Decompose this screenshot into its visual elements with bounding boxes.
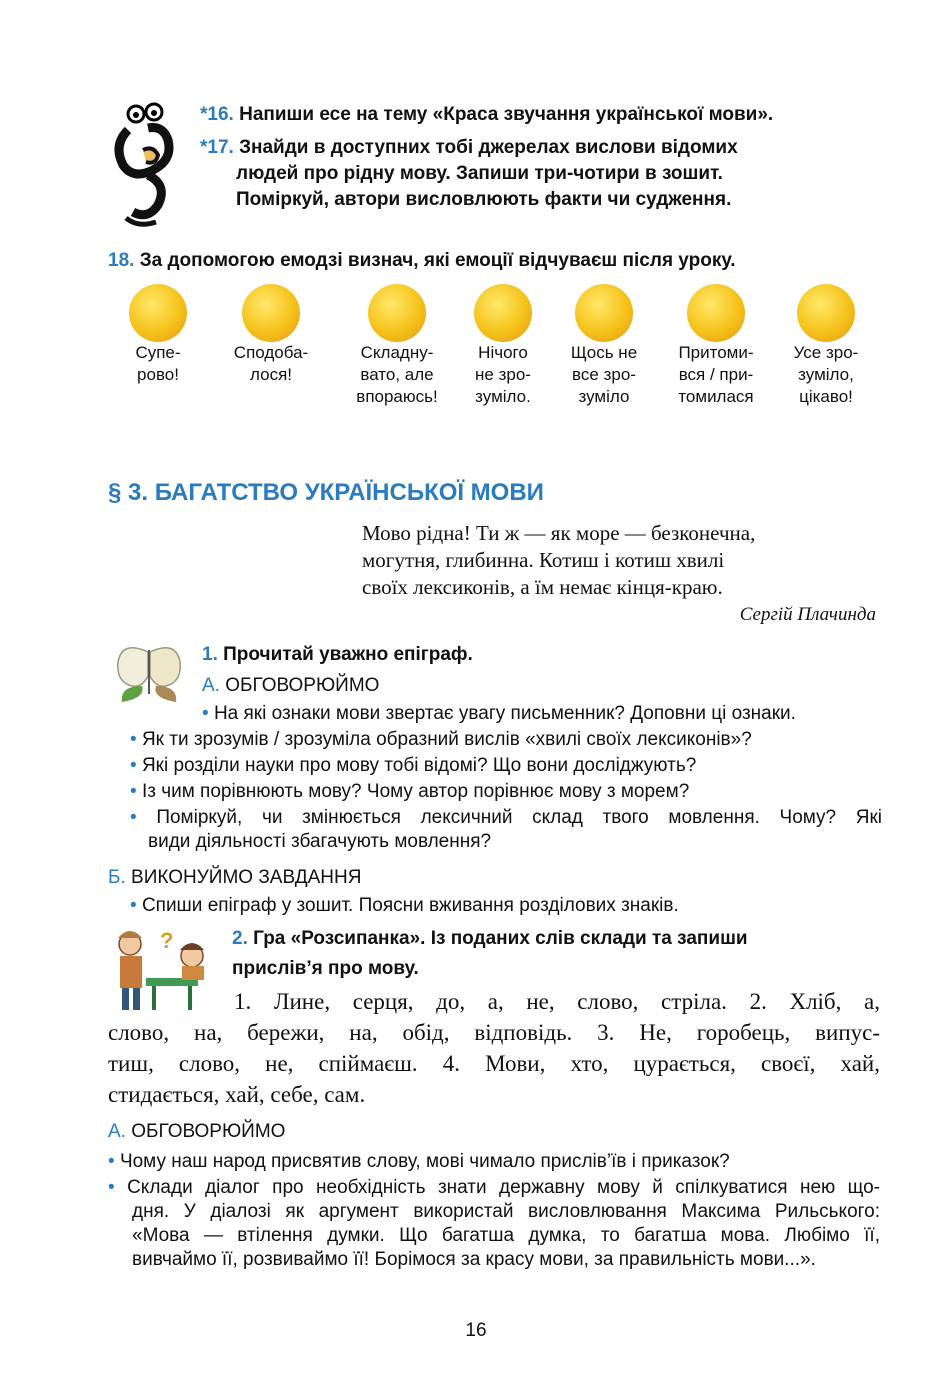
thinking-smiley-icon	[368, 284, 426, 342]
task-17-number: *17.	[200, 137, 234, 158]
emoji-label-line: Супе-	[135, 343, 181, 362]
bullet: •	[130, 807, 137, 828]
task-16	[200, 102, 773, 128]
heading-label: ВИКОНУЙМО ЗАВДАННЯ	[131, 867, 362, 888]
bullet: •	[130, 895, 137, 916]
list-item-text: «Мова — втілення думки. Що багатша думка, то багатша мова. Любімо її,	[132, 1225, 880, 1246]
bullet: •	[130, 729, 137, 750]
mascot-figure-icon	[108, 100, 188, 230]
list-item-text: Склади діалог про необхідність знати державну мову й спілкуватися нею що-	[127, 1177, 880, 1198]
exercise-1-title	[202, 642, 473, 668]
list-item	[108, 1176, 880, 1272]
emoji-label-line: вато, але	[360, 365, 434, 384]
exercise-1-task-heading	[108, 866, 361, 890]
list-item-text: Як ти зрозумів / зрозуміла образний вислів «хвилі своїх лексиконів»?	[141, 729, 752, 750]
exercise-2-title-line: прислів’я про мову.	[232, 958, 419, 979]
list-item-text: Спиши епіграф у зошит. Поясни вживання розділових знаків.	[141, 895, 679, 916]
exercise-2-words	[108, 986, 880, 1110]
list-item	[130, 728, 752, 752]
list-item-text: види діяльності збагачують мовлення?	[148, 831, 492, 852]
hugging-smiley-icon	[242, 284, 300, 342]
epigraph-line3: своїх лексиконів, а їм немає кінця-краю.	[362, 575, 723, 599]
emoji-label-line: не зро-	[475, 365, 531, 384]
heading-letter: Б.	[108, 867, 126, 888]
emoji-label-line: вся / при-	[678, 365, 754, 384]
epigraph-author: Сергій Плачинда	[739, 604, 876, 625]
task-18-text: За допомогою емодзі визнач, які емоції відчуваєш після уроку.	[139, 250, 736, 271]
exercise-2-discuss-heading	[108, 1120, 285, 1144]
emoji-label-line: лося!	[250, 365, 292, 384]
emoji-label-line: рово!	[137, 365, 179, 384]
emoji-item-5[interactable]	[556, 284, 652, 408]
confused-smiley-icon	[474, 284, 532, 342]
emoji-label-line: все зро-	[572, 365, 636, 384]
emoji-label-line: Складну-	[360, 343, 434, 362]
task-16-number: *16.	[200, 104, 234, 125]
epigraph	[362, 520, 882, 628]
emoji-label-line: зуміло.	[475, 387, 531, 406]
task-17-line1: Знайди в доступних тобі джерелах вислови відомих	[239, 137, 738, 158]
exercise-2-number: 2.	[232, 928, 248, 949]
words-line: слово, на, бережи, на, обід, відповідь. 3. Не, горобець, випус-	[108, 1020, 880, 1045]
exercise-1-discuss-heading	[202, 674, 379, 698]
section-title: § 3. БАГАТСТВО УКРАЇНСЬКОЇ МОВИ	[108, 479, 544, 506]
words-line: 1. Лине, серця, до, а, не, слово, стріла. 2. Хліб, а,	[234, 989, 880, 1014]
list-item	[130, 894, 679, 918]
list-item-text: вивчаймо її, розвиваймо її! Борімося за красу мови, за правильність мови...».	[132, 1249, 816, 1270]
exercise-1-text: Прочитай уважно епіграф.	[223, 644, 473, 665]
list-item	[130, 754, 696, 778]
rolling-eyes-smiley-icon	[575, 284, 633, 342]
task-18-number: 18.	[108, 250, 135, 271]
heading-letter: А.	[202, 675, 220, 696]
bullet: •	[130, 781, 137, 802]
emoji-item-6[interactable]	[664, 284, 768, 408]
thumbs-up-smiley-icon	[129, 284, 187, 342]
task-17	[200, 135, 738, 213]
bullet: •	[108, 1151, 115, 1172]
emoji-label-line: Щось не	[570, 343, 638, 362]
list-item-text: Із чим порівнюють мову? Чому автор порівнює мову з морем?	[141, 781, 690, 802]
emoji-item-4[interactable]	[458, 284, 548, 408]
list-item	[202, 702, 796, 726]
butterfly-icon	[112, 642, 186, 704]
list-item-text: дня. У діалозі як аргумент використай висловлювання Максима Рильського:	[132, 1201, 880, 1222]
epigraph-line2: могутня, глибинна. Котиш і котиш хвилі	[362, 548, 725, 572]
emoji-label-line: Нічого	[478, 343, 528, 362]
heading-label: ОБГОВОРЮЙМО	[131, 1121, 286, 1142]
emoji-label-line: зуміло,	[798, 365, 854, 384]
tired-smiley-icon	[687, 284, 745, 342]
bullet: •	[108, 1177, 115, 1198]
happy-smiley-icon	[797, 284, 855, 342]
words-line: стидається, хай, себе, сам.	[108, 1082, 366, 1107]
bullet: •	[130, 755, 137, 776]
svg-text:?: ?	[160, 928, 174, 953]
list-item	[130, 806, 882, 854]
exercise-2-title	[232, 926, 748, 982]
emoji-label-line: Притоми-	[678, 343, 754, 362]
emoji-item-7[interactable]	[776, 284, 876, 408]
emoji-label-line: впораюсь!	[356, 387, 438, 406]
heading-letter: А.	[108, 1121, 126, 1142]
list-item-text: Чому наш народ присвятив слову, мові чимало прислів’їв і приказок?	[119, 1151, 730, 1172]
emoji-label-line: Сподоба-	[233, 343, 309, 362]
task-17-line2: людей про рідну мову. Запиши три-чотири в зошит.	[236, 163, 723, 184]
page-number: 16	[465, 1320, 487, 1341]
emoji-item-3[interactable]	[340, 284, 454, 408]
bullet: •	[202, 703, 209, 724]
emoji-item-1[interactable]	[108, 284, 208, 386]
emoji-label-line: томилася	[678, 387, 754, 406]
list-item	[130, 780, 689, 804]
task-17-line3: Поміркуй, автори висловлюють факти чи судження.	[236, 189, 732, 210]
emoji-label-line: Усе зро-	[793, 343, 859, 362]
task-18	[108, 248, 736, 274]
list-item	[108, 1150, 730, 1174]
words-line: тиш, слово, не, спіймаєш. 4. Мови, хто, цурається, своєї, хай,	[108, 1051, 880, 1076]
emoji-item-2[interactable]	[218, 284, 324, 386]
emoji-label-line: зуміло	[578, 387, 630, 406]
list-item-text: Поміркуй, чи змінюється лексичний склад твого мовлення. Чому? Які	[156, 807, 882, 828]
emoji-label-line: цікаво!	[799, 387, 853, 406]
heading-label: ОБГОВОРЮЙМО	[225, 675, 380, 696]
task-16-text: Напиши есе на тему «Краса звучання української мови».	[239, 104, 774, 125]
exercise-2-title-line: Гра «Розсипанка». Із поданих слів склади та запиши	[253, 928, 748, 949]
epigraph-line1: Мово рідна! Ти ж — як море — безконечна,	[362, 521, 756, 545]
list-item-text: Які розділи науки про мову тобі відомі? Що вони досліджують?	[141, 755, 697, 776]
exercise-1-number: 1.	[202, 644, 218, 665]
list-item-text: На які ознаки мови звертає увагу письменник? Доповни ці ознаки.	[213, 703, 796, 724]
